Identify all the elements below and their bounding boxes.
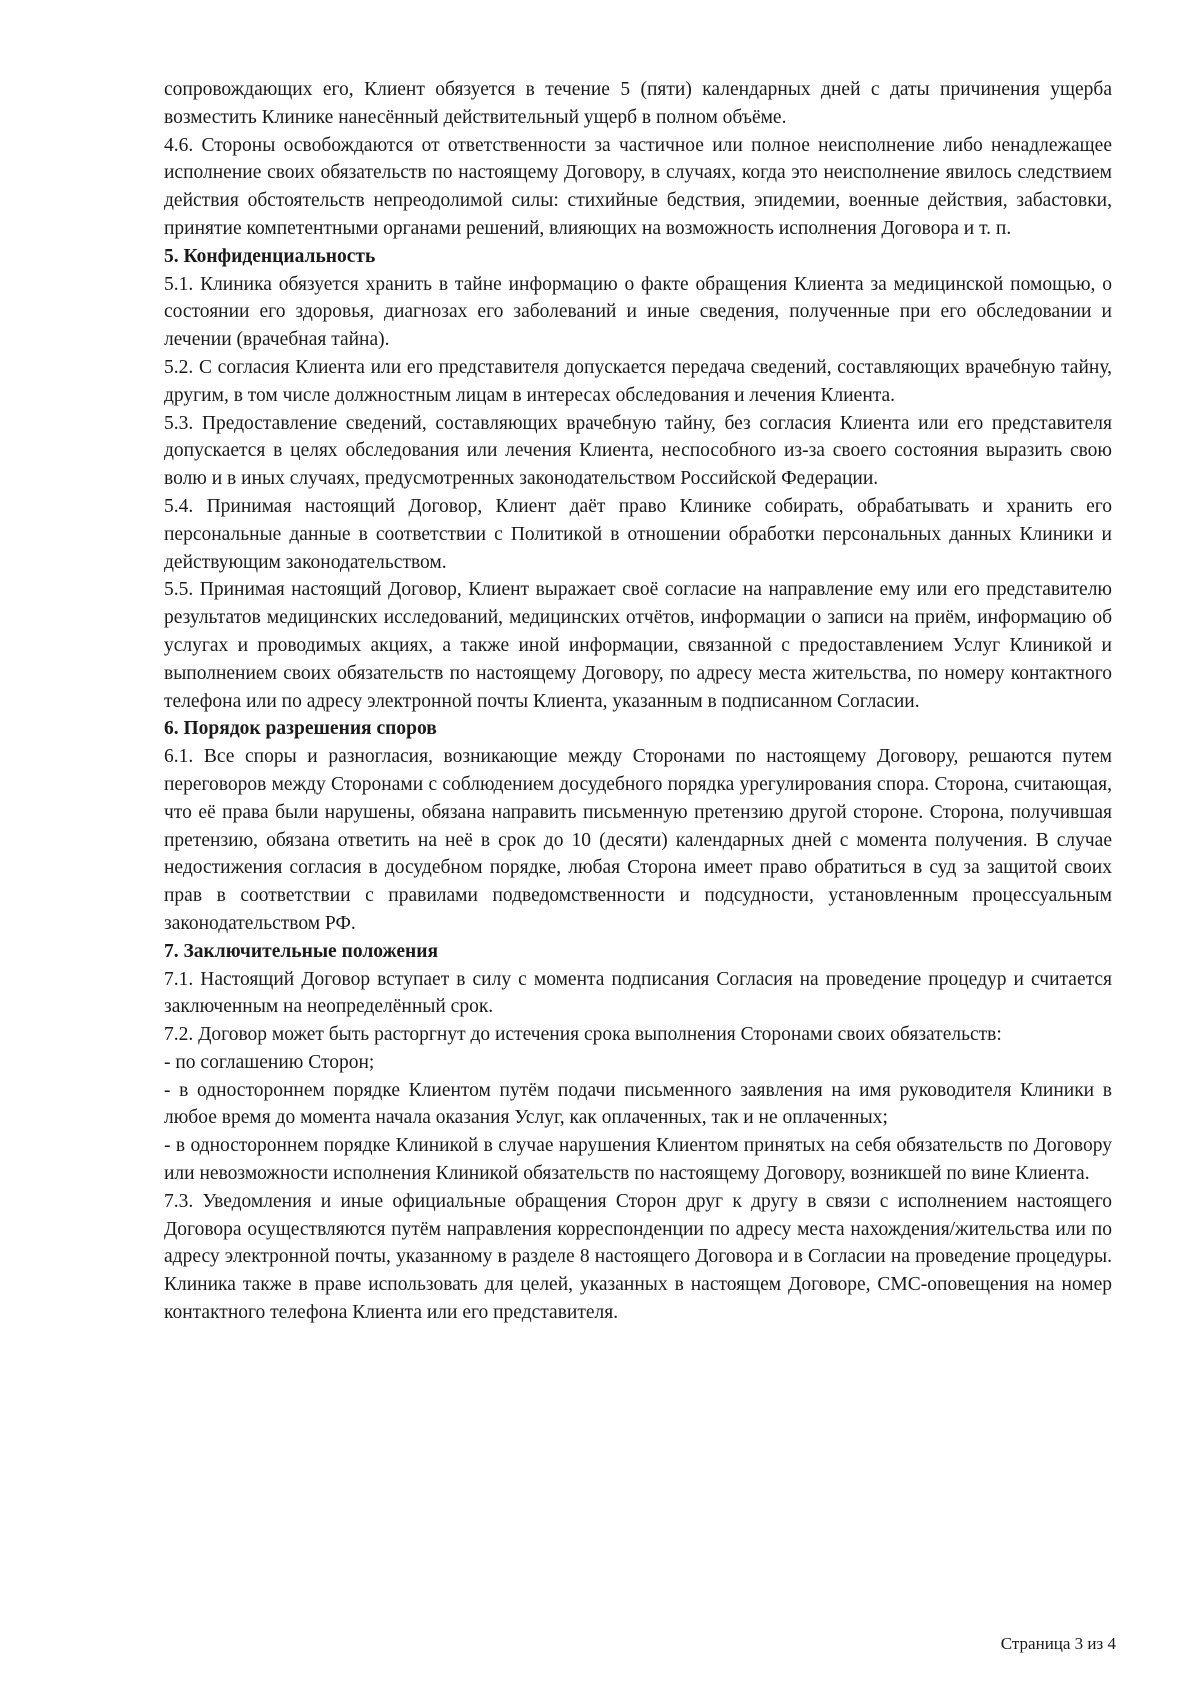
section-heading-disputes: 6. Порядок разрешения споров xyxy=(164,718,437,740)
paragraph-5-3: 5.3. Предоставление сведений, составляющих врачебную тайну, без согласия Клиента или его представителя допускается в целях обследования или лечения Клиента, неспособного из-за своего состояния выразить свою волю и в иных случаях, предусмотренных законодательством Российской Федерации. xyxy=(164,412,1112,490)
page-number: Страница 3 из 4 xyxy=(1000,1634,1116,1653)
paragraph-5-4: 5.4. Принимая настоящий Договор, Клиент даёт право Клинике собирать, обрабатывать и хранить его персональные данные в соответствии с Политикой в отношении обработки персональных данных Клиники и действующим законодательством. xyxy=(164,495,1112,573)
paragraph-5-1: 5.1. Клиника обязуется хранить в тайне информацию о факте обращения Клиента за медицинской помощью, о состоянии его здоровья, диагнозах его заболеваний и иные сведения, полученные при его обследовании и лечении (врачебная тайна). xyxy=(164,273,1112,351)
document-page xyxy=(164,76,1112,1327)
paragraph-7-1: 7.1. Настоящий Договор вступает в силу с момента подписания Согласия на проведение процедур и считается заключенным на неопределённый срок. xyxy=(164,968,1112,1018)
paragraph-7-2: 7.2. Договор может быть расторгнут до истечения срока выполнения Сторонами своих обязательств: xyxy=(164,1024,1002,1046)
paragraph-5-2: 5.2. С согласия Клиента или его представителя допускается передача сведений, составляющих врачебную тайну, другим, в том числе должностным лицам в интересах обследования и лечения Клиента. xyxy=(164,356,1112,406)
paragraph-6-1: 6.1. Все споры и разногласия, возникающие между Сторонами по настоящему Договору, решаются путем переговоров между Сторонами с соблюдением досудебного порядка урегулирования спора. Сторона, считающая, что её права были нарушены, обязана направить письменную претензию другой стороне. Сторона, получившая претензию, обязана ответить на неё в срок до 10 (десяти) календарных дней с момента получения. В случае недостижения согласия в досудебном порядке, любая Сторона имеет право обратиться в суд за защитой своих прав в соответствии с правилами подведомственности и подсудности, установленным процессуальным законодательством РФ. xyxy=(164,746,1112,934)
paragraph-7-3: 7.3. Уведомления и иные официальные обращения Сторон друг к другу в связи с исполнением настоящего Договора осуществляются путём направления корреспонденции по адресу места нахождения/жительства или по адресу электронной почты, указанному в разделе 8 настоящего Договора и в Согласии на проведение процедуры. Клиника также в праве использовать для целей, указанных в настоящем Договоре, СМС-оповещения на номер контактного телефона Клиента или его представителя. xyxy=(164,1190,1112,1324)
paragraph-4-5-continued: сопровождающих его, Клиент обязуется в течение 5 (пяти) календарных дней с даты причинения ущерба возместить Клинике нанесённый действительный ущерб в полном объёме. xyxy=(164,79,1112,128)
paragraph-4-6: 4.6. Стороны освобождаются от ответственности за частичное или полное неисполнение либо ненадлежащее исполнение своих обязательств по настоящему Договору, в случаях, когда это неисполнение явилось следствием действия обстоятельств непреодолимой силы: стихийные бедствия, эпидемии, военные действия, забастовки, принятие компетентными органами решений, влияющих на возможность исполнения Договора и т. п. xyxy=(164,134,1112,239)
paragraph-5-5: 5.5. Принимая настоящий Договор, Клиент выражает своё согласие на направление ему или его представителю результатов медицинских исследований, медицинских отчётов, информации о записи на приём, информацию об услугах и проводимых акциях, а также иной информации, связанной с предоставлением Услуг Клиникой и выполнением своих обязательств по настоящему Договору, по адресу места жительства, по номеру контактного телефона или по адресу электронной почты Клиента, указанным в подписанном Согласии. xyxy=(164,579,1112,712)
list-item-clinic-termination: - в одностороннем порядке Клиникой в случае нарушения Клиентом принятых на себя обязательств по Договору или невозможности исполнения Клиникой обязательств по настоящему Договору, возникшей по вине Клиента. xyxy=(164,1135,1112,1185)
section-heading-confidentiality: 5. Конфиденциальность xyxy=(164,245,376,267)
list-item-client-termination: - в одностороннем порядке Клиентом путём подачи письменного заявления на имя руководителя Клиники в любое время до момента начала оказания Услуг, как оплаченных, так и не оплаченных; xyxy=(164,1079,1112,1129)
list-item-agreement: - по соглашению Сторон; xyxy=(164,1051,375,1073)
section-heading-final-provisions: 7. Заключительные положения xyxy=(164,940,439,962)
